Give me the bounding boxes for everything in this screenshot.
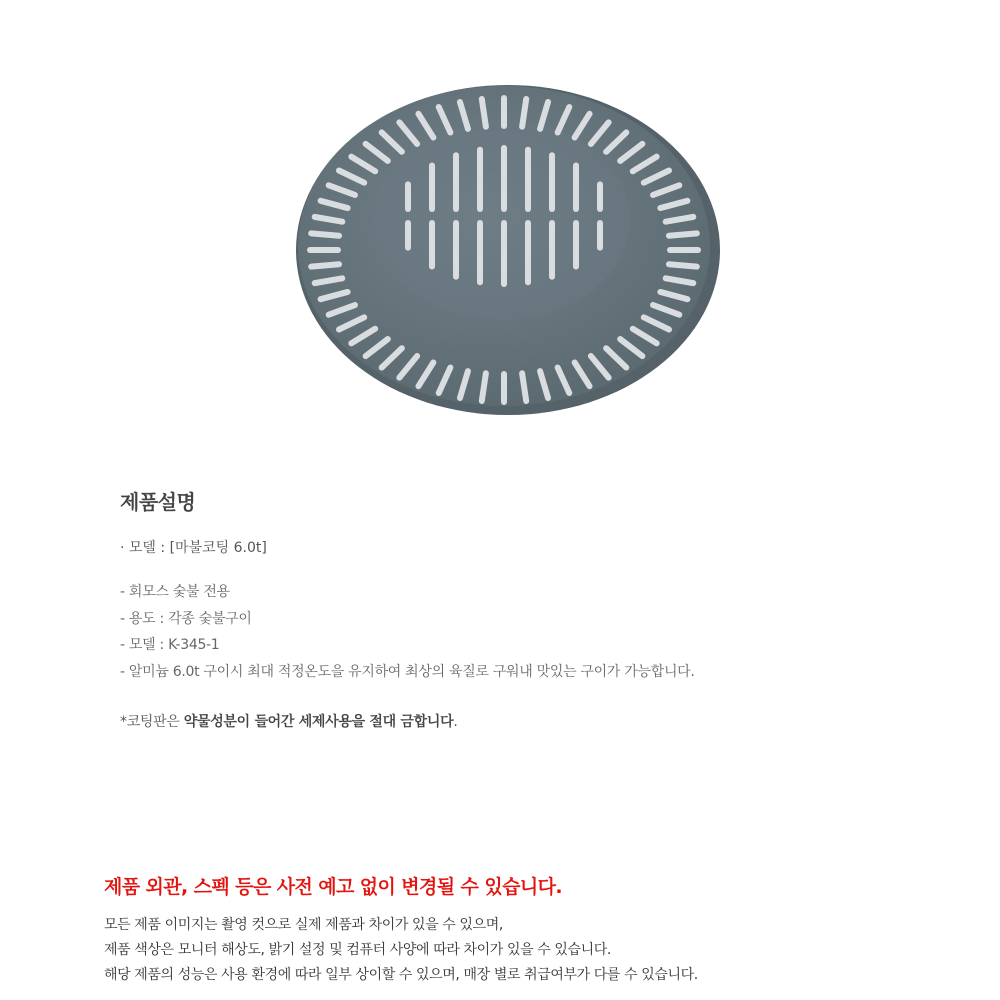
spec-line: - 모델 : K-345-1 [120,637,220,653]
grill-inner-slot [453,152,459,212]
spec-list [120,579,920,685]
grill-inner-slot [525,220,531,285]
grill-inner-slot [573,163,579,212]
spec-line: - 회모스 숯불 전용 [120,584,230,600]
caution-prefix: *코팅판은 [120,714,184,730]
grill-plate-svg [270,70,740,420]
model-value: [마불코팅 6.0t] [169,540,267,556]
notice-title: 제품 외관, 스펙 등은 사전 예고 없이 변경될 수 있습니다. [104,876,562,898]
description-title: 제품설명 [120,490,196,514]
grill-inner-slot [405,181,411,212]
product-description [120,486,920,745]
grill-inner-slot [477,147,483,212]
grill-outer-slot [667,247,701,253]
grill-outer-slot [501,95,507,129]
grill-inner-slot [597,181,603,212]
grill-outer-slot [501,371,507,405]
grill-inner-slot [573,220,579,269]
spec-line: - 용도 : 각종 숯불구이 [120,610,252,627]
grill-plate-image [270,70,740,420]
notice-lines [104,913,964,988]
notice-line: 해당 제품의 성능은 사용 환경에 따라 일부 상이할 수 있으며, 매장 별로 취급여부가 다를 수 있습니다. [104,967,698,983]
grill-outer-slot [307,247,341,253]
spec-line: - 알미늄 6.0t 구이시 최대 적정온도을 유지하여 최상의 육질로 구워내 맛있는 구이가 가능합니다. [120,663,695,680]
notice-section [104,872,964,988]
grill-inner-slot [501,145,507,212]
caution-bold: 약물성분이 들어간 세제사용을 절대 금합니다 [183,714,454,730]
grill-inner-slot [549,220,555,280]
grill-inner-slot [501,220,507,287]
grill-inner-slot [405,220,411,251]
model-prefix: · 모델 : [120,540,170,556]
notice-line: 모든 제품 이미지는 촬영 컷으로 실제 제품과 차이가 있을 수 있으며, [104,917,503,933]
grill-inner-slot [429,220,435,269]
grill-inner-slot [549,152,555,212]
caution-line [120,711,920,731]
notice-line: 제품 색상은 모니터 해상도, 밝기 설정 및 컴퓨터 사양에 따라 차이가 있을 수 있습니다. [104,942,611,958]
grill-inner-slot [597,220,603,251]
grill-inner-slot [477,220,483,285]
grill-inner-slot [429,163,435,212]
caution-suffix: . [453,714,458,730]
model-line [120,537,920,557]
grill-inner-slot [453,220,459,280]
grill-inner-slot [525,147,531,212]
